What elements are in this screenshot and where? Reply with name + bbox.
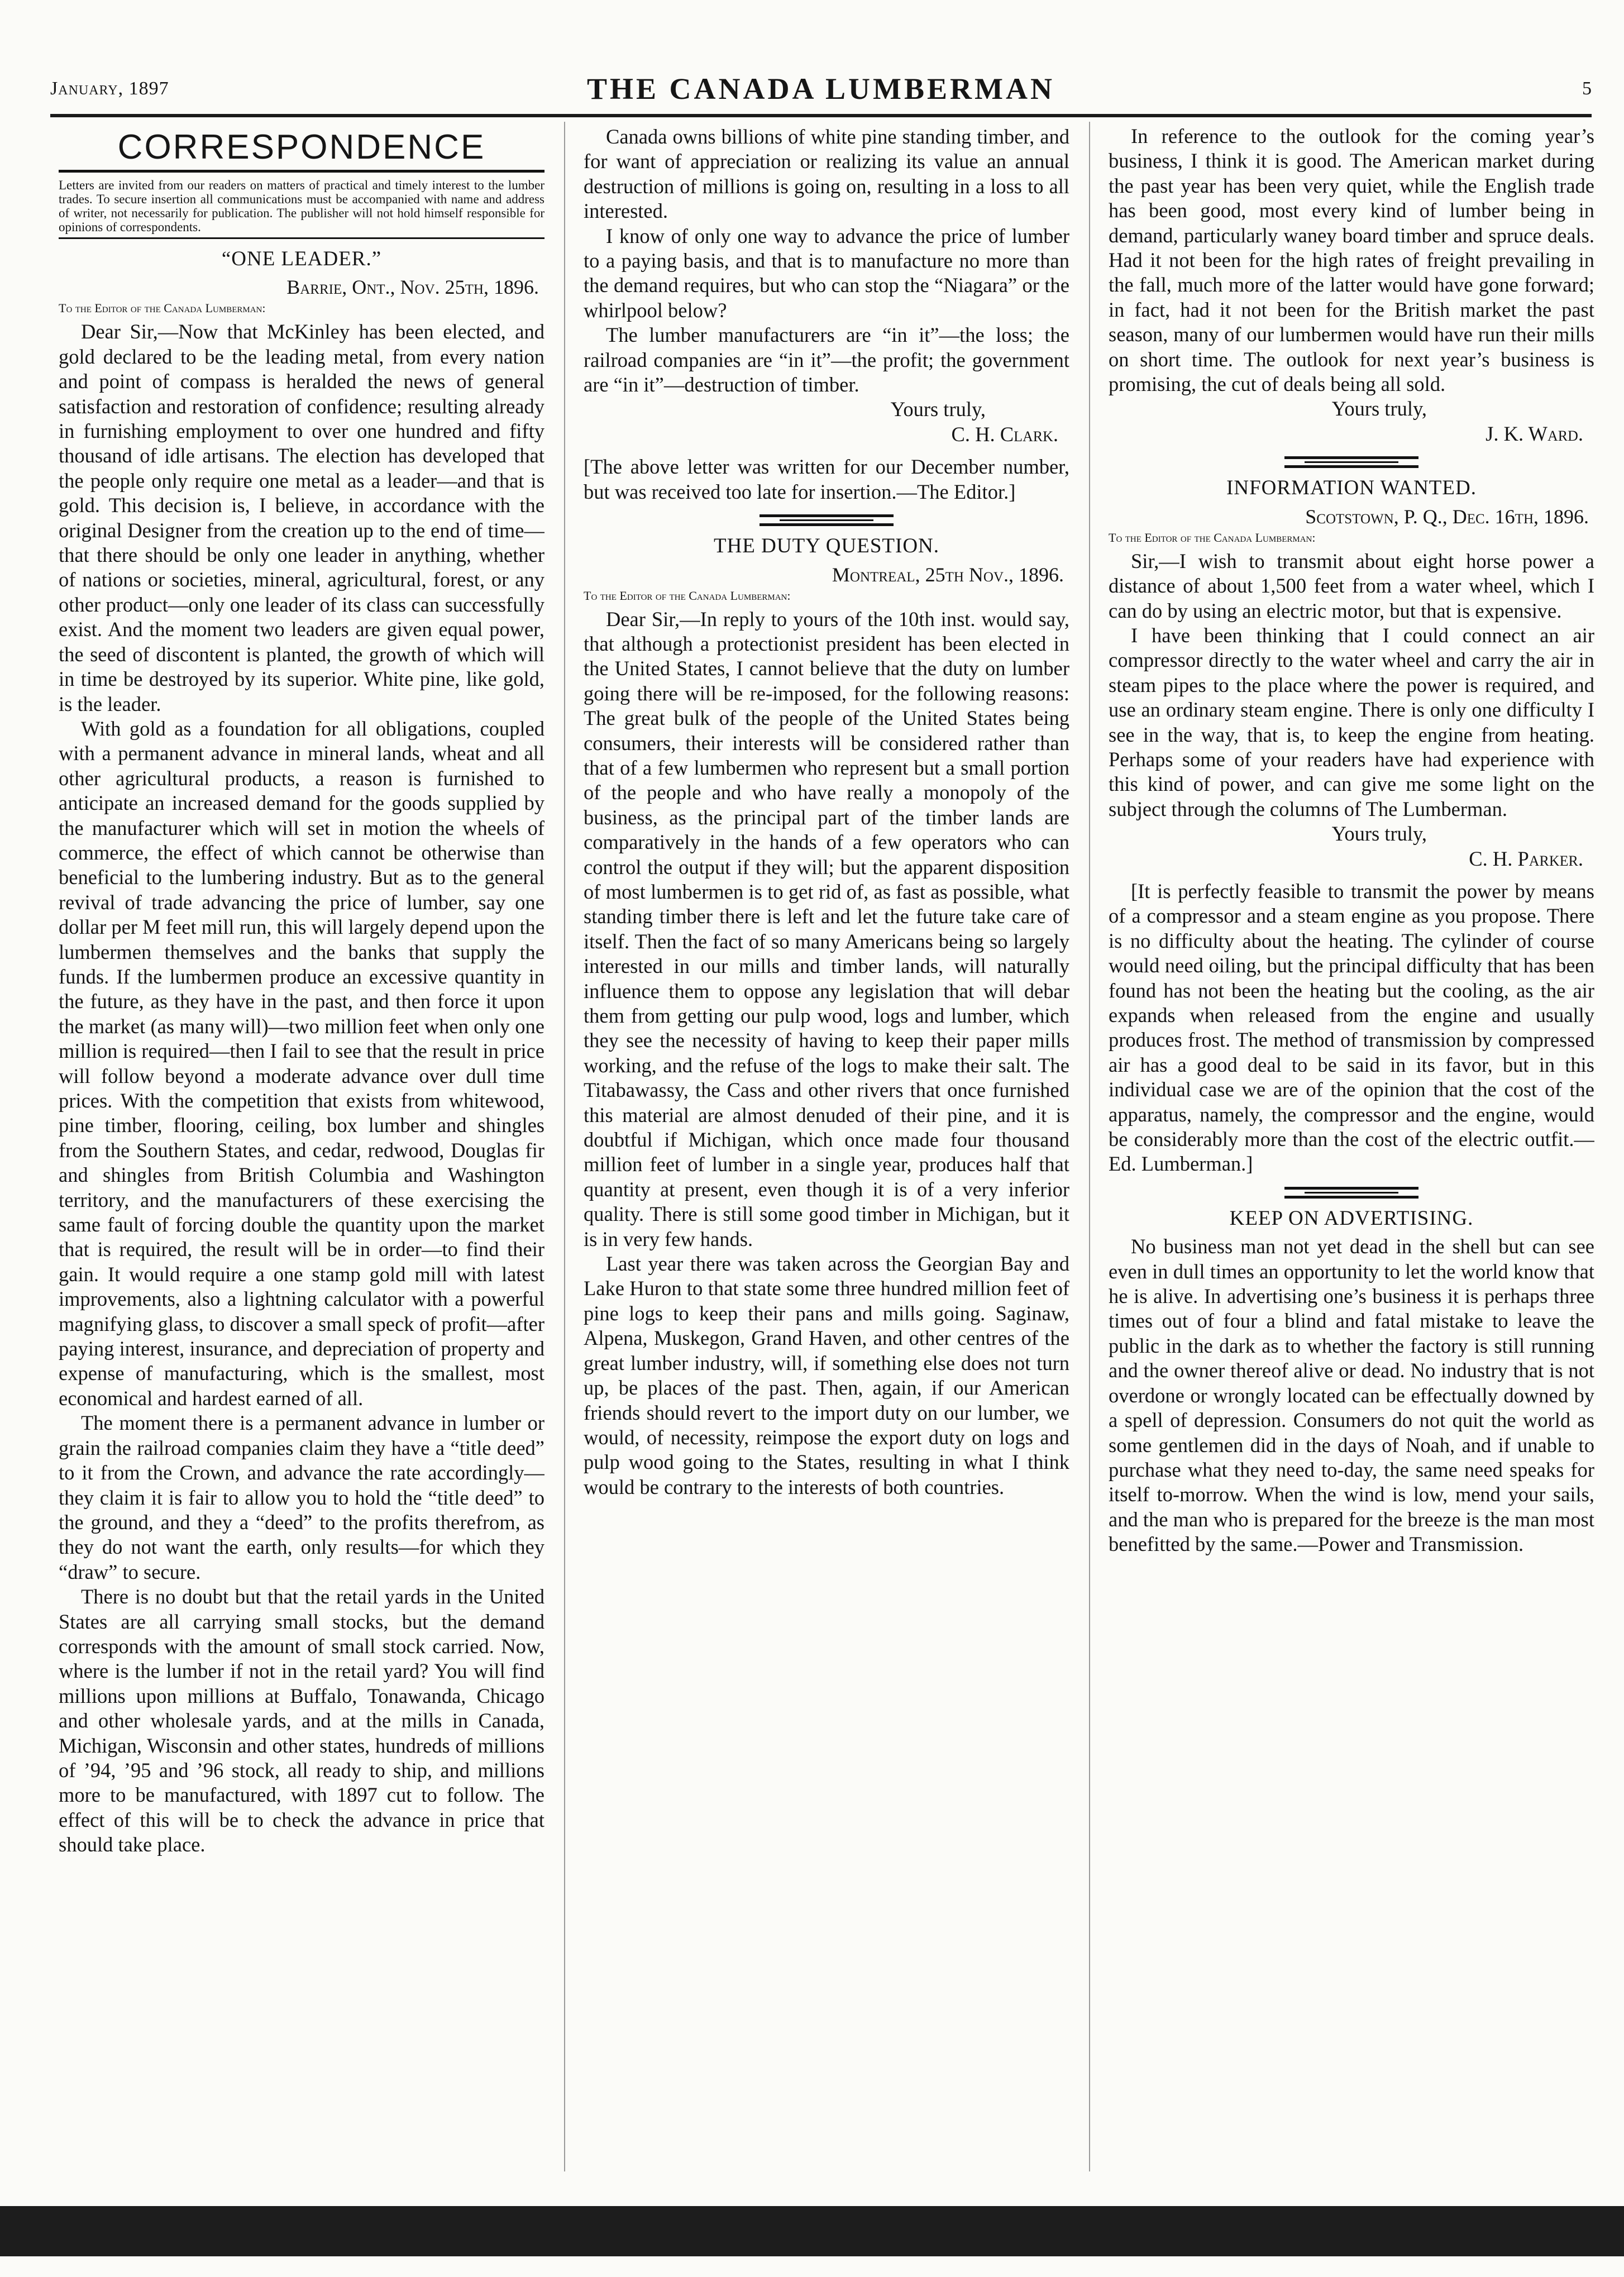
letter2-paragraph: In reference to the outlook for the coming year’s business, I think it is good. The American market during the past year has been very quiet, while the English trade has been good, most every kind of lumber being in demand, particularly waney board timber and spruce deals. Had it not been for the high rates of freight prevailing in the fall, much more of the latter would have gone forward; in fact, had it not been for the British market the past season, many of our lumbermen would have run their mills on short time. The outlook for next year’s business is promising, the cut of deals being all sold. xyxy=(1109,125,1594,396)
column-3 xyxy=(1109,0,1594,2189)
letter1-paragraph: The moment there is a permanent advance in lumber or grain the railroad companies claim they have a “title deed” to it from the Crown, and advance the rate accordingly—they claim it is fair to allow you to hold the “title deed” to the ground, and they a “deed” to the profits therefrom, as they do not want the earth, only results—for which they “draw” to secure. xyxy=(59,1411,544,1583)
column-1 xyxy=(59,124,544,2190)
letter2-title: THE DUTY QUESTION. xyxy=(713,534,940,558)
section-ornament xyxy=(760,514,894,526)
page-bottom-band xyxy=(0,2206,1624,2256)
letter2-addressee: To the Editor of the Canada Lumberman: xyxy=(584,588,791,603)
letter1-paragraph: The lumber manufacturers are “in it”—the loss; the railroad companies are “in it”—the profit; the government are “in it”—destruction of timber. xyxy=(584,323,1069,397)
letter2-signature: J. K. Ward. xyxy=(1486,422,1583,445)
letter2-closing: Yours truly, xyxy=(1331,397,1427,421)
letter2-dateline: Montreal, 25th Nov., 1896. xyxy=(832,563,1064,586)
section-ornament xyxy=(1284,456,1418,468)
letter3-signature: C. H. Parker. xyxy=(1469,847,1583,870)
letter1-paragraph: I know of only one way to advance the price of lumber to a paying basis, and that is to manufacture no more than the demand requires, but who can stop the “Niagara” or the whirlpool below? xyxy=(584,224,1069,322)
letter1-paragraph: Dear Sir,—Now that McKinley has been elected, and gold declared to be the leading metal, from every nation and point of compass is heralded the news of general satisfaction and restoration of confidence; resulting already in furnishing employment to over one hundred and fifty thousand of idle artisans. The election has developed that the people only require one metal as a leader—and that is gold. This decision is, I believe, in accordance with the original Designer from the creation up to the end of time—that there should be only one leader in anything, whether of nations or societies, mineral, agricultural, forest, or any other product—only one leader of its class can successfully exist. And the moment two leaders are given equal power, the seed of discontent is planted, the growth of which will in time be destroyed by its superior. White pine, like gold, is the leader. xyxy=(59,320,544,715)
letter3-closing: Yours truly, xyxy=(1331,822,1427,846)
advertising-title: KEEP ON ADVERTISING. xyxy=(1229,1206,1474,1230)
advertising-paragraph: No business man not yet dead in the shell but can see even in dull times an opportunity to let the world know that he is alive. In advertising one’s business it is perhaps three times out of four a blind and fatal mistake to leave the public in the dark as to whether the factory is still running and the owner thereof alive or dead. No industry that is not overdone or wrongly located can be effectually downed by a spell of depression. Consumers do not quit the world as some gentlemen did in the days of Noah, and if unable to purchase what they need to-day, the same need speaks for itself to-morrow. When the wind is low, mend your sails, and the man who is prepared for the breeze is the man most benefitted by the same.—Power and Transmission. xyxy=(1109,1235,1594,1556)
column-2 xyxy=(584,0,1069,2189)
letter3-addressee: To the Editor of the Canada Lumberman: xyxy=(1109,530,1316,545)
column-divider-1 xyxy=(564,122,565,2171)
letter3-editor-reply: [It is perfectly feasible to transmit the power by means of a compressor and a steam engine as you propose. There is no difficulty about the heating. The cylinder of course would need oiling, but the principal difficulty that has been found has not been the heating but the cooling, as the air expands when released from the engine and usually produces frost. The method of transmission by compressed air has a good deal to be said in its favor, but in this individual case we are of the opinion that the cost of the apparatus, namely, the compressor and the engine, would be considerably more than the cost of the electric outfit.—Ed. Lumberman.] xyxy=(1109,879,1594,1176)
issue-date: January, 1897 xyxy=(50,78,169,99)
heading-rule xyxy=(59,170,544,173)
column-divider-2 xyxy=(1089,122,1090,2171)
letter1-paragraph: There is no doubt but that the retail yards in the United States are all carrying small stocks, but the demand corresponds with the amount of small stock carried. Now, where is the lumber if not in the retail yard? You will find millions upon millions at Buffalo, Tonawanda, Chicago and other wholesale yards, and at the mills in Canada, Michigan, Wisconsin and other states, hundreds of millions of ’94, ’95 and ’96 stock, all ready to ship, and millions more to be manufactured, with 1897 cut to follow. The effect of this will be to check the advance in price that should take place. xyxy=(59,1585,544,1856)
notice-rule xyxy=(59,237,544,239)
correspondence-heading: CORRESPONDENCE xyxy=(117,128,486,166)
newspaper-title: THE CANADA LUMBERMAN xyxy=(586,72,1055,106)
letter1-addressee: To the Editor of the Canada Lumberman: xyxy=(59,301,266,316)
letter3-dateline: Scotstown, P. Q., Dec. 16th, 1896. xyxy=(1305,505,1589,528)
letter1-title: “ONE LEADER.” xyxy=(221,247,382,270)
letter1-paragraph: Canada owns billions of white pine standing timber, and for want of appreciation or realizing its value an annual destruction of millions is going on, resulting in a loss to all interested. xyxy=(584,125,1069,223)
letter1-paragraph: With gold as a foundation for all obligations, coupled with a permanent advance in mineral lands, wheat and all other agricultural products, a reason is furnished to anticipate an increased demand for the goods supplied by the manufacturer which will set in motion the wheels of commerce, the effect of which cannot be otherwise than beneficial to the lumbering industry. But as to the general revival of trade advancing the price of lumber, say one dollar per M feet mill run, this will largely depend upon the lumbermen themselves and the banks that supply the funds. If the lumbermen produce an excessive quantity in the future, as they have in the past, and then force it upon the market (as many will)—two million feet when only one million is required—then I fail to see that the result in price will follow beyond a moderate advance over dull time prices. With the competition that exists from whitewood, pine timber, flooring, ceiling, box lumber and shingles from the Southern States, and cedar, redwood, Douglas fir and shingles from British Columbia and Washington territory, and the manufacturers of these exercising the same fault of forcing double the quantity upon the market that is required, the result will be in order—to find their gain. It would require a one stamp gold mill with latest improvements, also a lightning calculator with a powerful magnifying glass, to discover a small speck of profit—after paying interest, insurance, and depreciation of property and expense of manufacturing, which is the smallest, most economical and hardest earned of all. xyxy=(59,717,544,1410)
letter3-paragraph: I have been thinking that I could connect an air compressor directly to the water wheel and carry the air in steam pipes to the place where the power is required, and use an ordinary steam engine. There is only one difficulty I see in the way, that is, to keep the engine from heating. Perhaps some of your readers have had experience with this kind of power, and can give me some light on the subject through the columns of The Lumberman. xyxy=(1109,623,1594,820)
page-number: 5 xyxy=(1582,78,1592,99)
letter1-signature: C. H. Clark. xyxy=(951,422,1058,446)
letter1-dateline: Barrie, Ont., Nov. 25th, 1896. xyxy=(286,276,539,299)
letter1-editor-note: [The above letter was written for our December number, but was received too late for insertion.—The Editor.] xyxy=(584,455,1069,503)
correspondence-notice: Letters are invited from our readers on matters of practical and timely interest to the lumber trades. To secure insertion all communications must be accompanied with name and address of writer, not necessarily for publication. The publisher will not hold himself responsible for opinions of correspondents. xyxy=(59,178,544,234)
letter2-paragraph: Dear Sir,—In reply to yours of the 10th inst. would say, that although a protectionist president has been elected in the United States, I cannot believe that the duty on lumber going there will be re-imposed, for the following reasons: The great bulk of the people of the United States being consumers, their interests will be considered rather than that of a few lumbermen who represent but a small portion of the people and who have really a monopoly of the business, as the principal part of the timber lands are comparatively in the hands of a few operators who can control the output if they will; but the apparent disposition of most lumbermen is to get rid of, as fast as possible, what standing timber there is left and let the future take care of itself. Then the fact of so many Americans being so largely interested in our mills and timber lands, will naturally influence them to oppose any legislation that will debar them from getting our pulp wood, logs and lumber, which they see the necessity of having to keep their paper mills working, and the refuse of the logs to make their salt. The Titabawassy, the Cass and other rivers that once furnished this material are almost denuded of their pine, and it is doubtful if Michigan, which once made four thousand million feet of lumber in a single year, produces half that quantity at present, even though it is of a very inferior quality. There is still some good timber in Michigan, but it is in very few hands. xyxy=(584,607,1069,1250)
letter3-paragraph: Sir,—I wish to transmit about eight horse power a distance of about 1,500 feet from a water wheel, which I can do by using an electric motor, but that is expensive. xyxy=(1109,549,1594,622)
section-ornament xyxy=(1284,1187,1418,1199)
letter3-title: INFORMATION WANTED. xyxy=(1226,476,1477,500)
letter2-paragraph: Last year there was taken across the Georgian Bay and Lake Huron to that state some three hundred million feet of pine logs to keep their pans and mills going. Saginaw, Alpena, Muskegon, Grand Haven, and other centres of the great lumber industry, will, if something else does not turn up, be places of the past. Then, again, if our American friends should revert to the import duty on our lumber, we would, of necessity, reimpose the export duty on logs and pulp wood going to the States, resulting in what I think would be contrary to the interests of both countries. xyxy=(584,1252,1069,1498)
letter1-closing: Yours truly, xyxy=(890,398,986,421)
